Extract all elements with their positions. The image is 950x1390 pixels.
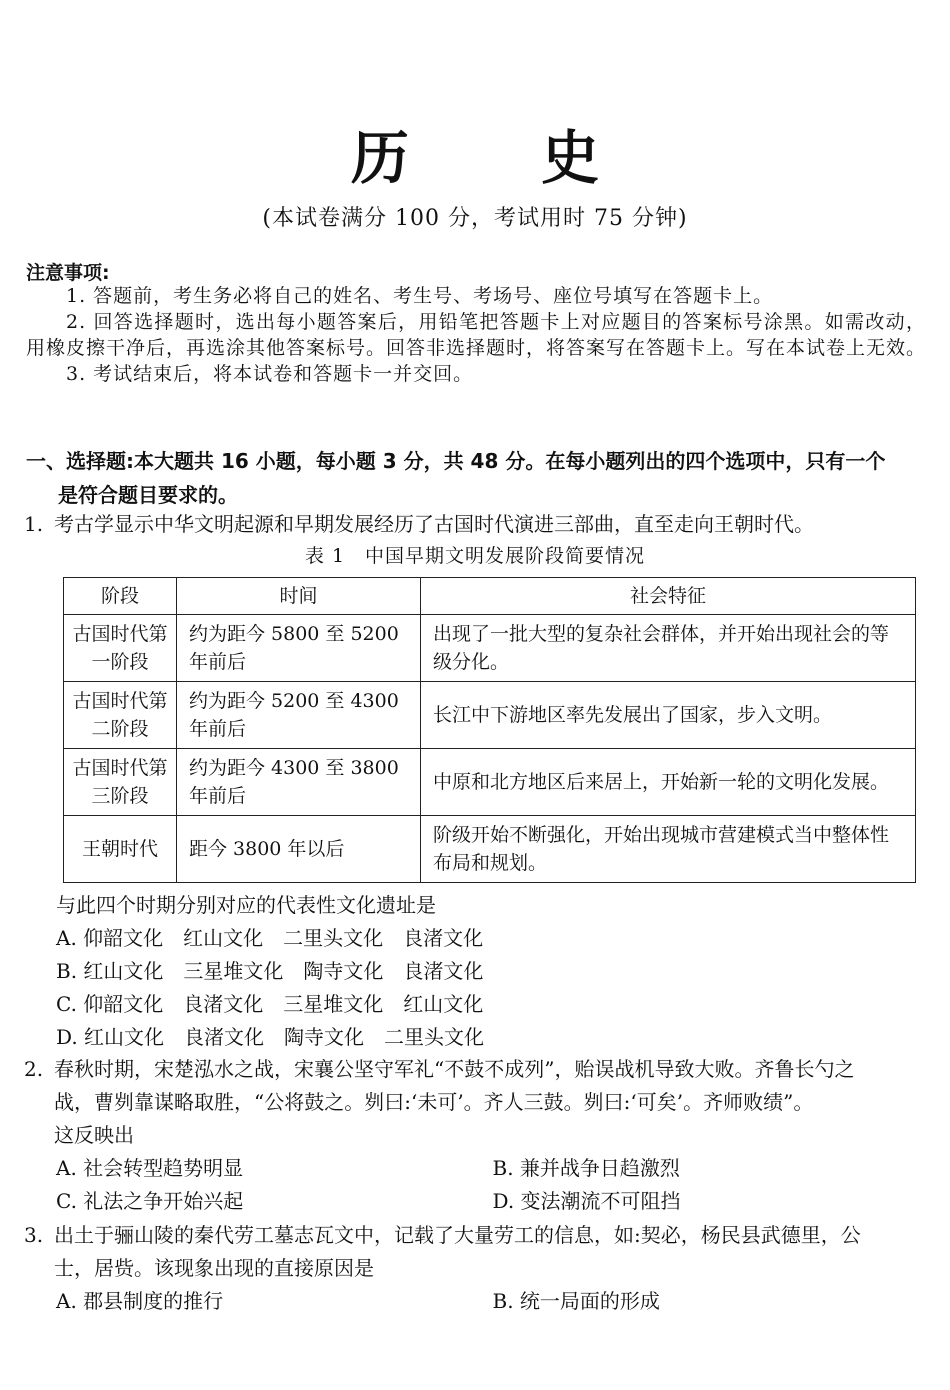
question-2 xyxy=(24,1053,929,1218)
notice-item: 2. 回答选择题时，选出每小题答案后，用铅笔把答题卡上对应题目的答案标号涂黑。如需改动，用橡皮擦干净后，再选涂其他答案标号。回答非选择题时，将答案写在答题卡上。写在本试卷上无效。 xyxy=(26,311,927,359)
question-prompt: 与此四个时期分别对应的代表性文化遗址是 xyxy=(56,893,436,917)
notice-item: 1. 答题前，考生务必将自己的姓名、考生号、考场号、座位号填写在答题卡上。 xyxy=(66,285,774,307)
table-header: 社会特征 xyxy=(421,578,916,615)
table-row xyxy=(64,816,916,883)
option-a[interactable]: A. 郡县制度的推行 xyxy=(56,1289,224,1313)
table-cell: 中原和北方地区后来居上，开始新一轮的文明化发展。 xyxy=(421,749,916,816)
table-cell: 古国时代第一阶段 xyxy=(64,615,177,682)
question-stem: 士，居赀。该现象出现的直接原因是 xyxy=(54,1256,374,1280)
question-1 xyxy=(24,508,929,541)
question-number: 1. xyxy=(24,512,44,536)
table-row xyxy=(64,749,916,816)
question-number: 2. xyxy=(24,1057,44,1081)
option-c[interactable]: C. 仰韶文化 良渚文化 三星堆文化 红山文化 xyxy=(56,992,484,1016)
section-heading xyxy=(26,444,931,512)
section-heading-line: 是符合题目要求的。 xyxy=(58,483,238,507)
question-stem: 这反映出 xyxy=(54,1123,134,1147)
table-cell: 约为距今 5200 至 4300 年前后 xyxy=(177,682,421,749)
table-cell: 阶级开始不断强化，开始出现城市营建模式当中整体性布局和规划。 xyxy=(421,816,916,883)
question-stem: 春秋时期，宋楚泓水之战，宋襄公坚守军礼“不鼓不成列”，贻误战机导致大败。齐鲁长勺之 xyxy=(54,1057,855,1081)
table-cell: 出现了一批大型的复杂社会群体，并开始出现社会的等级分化。 xyxy=(421,615,916,682)
table-cell: 王朝时代 xyxy=(64,816,177,883)
page-title: 历 史 xyxy=(350,124,656,192)
notice-item: 3. 考试结束后，将本试卷和答题卡一并交回。 xyxy=(66,363,474,385)
table-header-row xyxy=(64,578,916,615)
question-stem: 考古学显示中华文明起源和早期发展经历了古国时代演进三部曲，直至走向王朝时代。 xyxy=(54,512,814,536)
table-cell: 古国时代第三阶段 xyxy=(64,749,177,816)
notice-heading: 注意事项: xyxy=(26,262,110,284)
question-1-options xyxy=(24,889,929,1054)
option-d[interactable]: D. 变法潮流不可阻挡 xyxy=(492,1189,681,1213)
civilization-stage-table xyxy=(63,577,916,883)
question-3 xyxy=(24,1219,929,1318)
table-cell: 古国时代第二阶段 xyxy=(64,682,177,749)
question-stem: 出土于骊山陵的秦代劳工墓志瓦文中，记载了大量劳工的信息，如:契必，杨民县武德里，公 xyxy=(54,1223,861,1247)
notice-list xyxy=(26,283,926,387)
option-d[interactable]: D. 红山文化 良渚文化 陶寺文化 二里头文化 xyxy=(56,1025,485,1049)
option-b[interactable]: B. 统一局面的形成 xyxy=(492,1289,660,1313)
table-caption: 表 1 中国早期文明发展阶段简要情况 xyxy=(304,545,646,567)
table-cell: 距今 3800 年以后 xyxy=(177,816,421,883)
table-header: 时间 xyxy=(177,578,421,615)
table-cell: 约为距今 5800 至 5200 年前后 xyxy=(177,615,421,682)
section-heading-line: 一、选择题:本大题共 16 小题，每小题 3 分，共 48 分。在每小题列出的四个选项中，只有一个 xyxy=(26,449,886,473)
option-b[interactable]: B. 红山文化 三星堆文化 陶寺文化 良渚文化 xyxy=(56,959,484,983)
table-cell: 约为距今 4300 至 3800 年前后 xyxy=(177,749,421,816)
table-row xyxy=(64,682,916,749)
option-a[interactable]: A. 社会转型趋势明显 xyxy=(56,1156,244,1180)
table-row xyxy=(64,615,916,682)
option-b[interactable]: B. 兼并战争日趋激烈 xyxy=(492,1156,680,1180)
question-number: 3. xyxy=(24,1223,44,1247)
option-c[interactable]: C. 礼法之争开始兴起 xyxy=(56,1189,244,1213)
table-cell: 长江中下游地区率先发展出了国家，步入文明。 xyxy=(421,682,916,749)
question-stem: 战，曹刿靠谋略取胜，“公将鼓之。刿曰:‘未可’。齐人三鼓。刿曰:‘可矣’。齐师败绩”。 xyxy=(54,1090,814,1114)
table-header: 阶段 xyxy=(64,578,177,615)
option-a[interactable]: A. 仰韶文化 红山文化 二里头文化 良渚文化 xyxy=(56,926,484,950)
exam-info: (本试卷满分 100 分，考试用时 75 分钟) xyxy=(262,206,688,231)
